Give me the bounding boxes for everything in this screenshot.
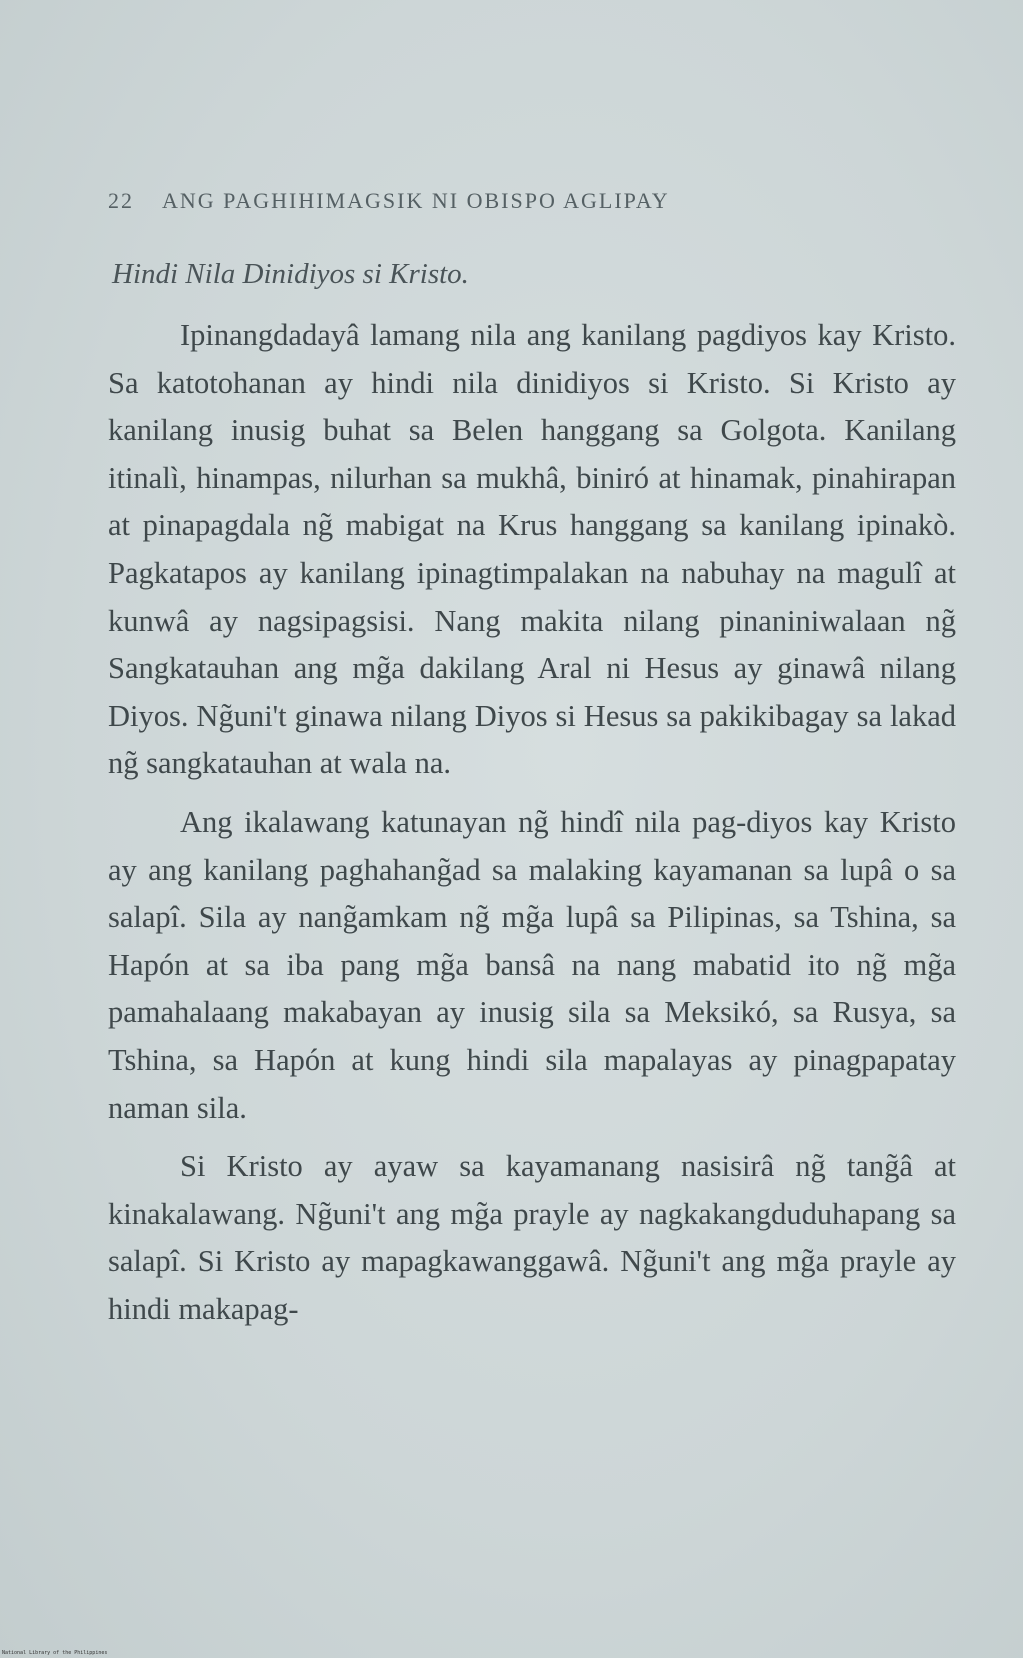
running-title: ANG PAGHIHIMAGSIK NI OBISPO AGLIPAY [162,188,670,213]
page-number: 22 [108,188,134,213]
paragraph-1: Ipinangdadayâ lamang nila ang kanilang pagdiyos kay Kristo. Sa katotohanan ay hindi nila dinidiyos si Kristo. Si Kristo ay kanilang inusig buhat sa Belen hanggang sa Golgota. Kanilang itinalì, hinampas, nilurhan sa mukhâ, biniró at hinamak, pinahirapan at pinapagdala ng̃ mabigat na Krus hanggang sa kanilang ipinakò. Pagkatapos ay kanilang ipinagtimpalakan na nabuhay na magulî at kunwâ ay nagsipagsisi. Nang makita nilang pinaniniwalaan ng̃ Sangkatauhan ang mg̃a dakilang Aral ni Hesus ay ginawâ nilang Diyos. Ng̃uni't ginawa nilang Diyos si Hesus sa pakikibagay sa lakad ng̃ sangkatauhan at wala na. [108,318,956,781]
running-header [108,188,988,214]
paragraph-3: Si Kristo ay ayaw sa kayamanang nasisirâ ng̃ tang̃â at kinakalawang. Ng̃uni't ang mg̃a prayle ay nagkakangduduhapang sa salapî. Si Kristo ay mapagkawanggawâ. Ng̃uni't ang mg̃a prayle ay hindi makapag- [108,1149,956,1326]
library-credit: National Library of the Philippines [2,1650,108,1656]
paragraph-2: Ang ikalawang katunayan ng̃ hindî nila pag-diyos kay Kristo ay ang kanilang paghahang̃ad sa malaking kayamanan sa lupâ o sa salapî. Sila ay nang̃amkam ng̃ mg̃a lupâ sa Pilipinas, sa Tshina, sa Hapón at sa iba pang mg̃a bansâ na nang mabatid ito ng̃ mg̃a pamahalaang makabayan ay inusig sila sa Meksikó, sa Rusya, sa Tshina, sa Hapón at kung hindi sila mapalayas ay pinagpapatay naman sila. [108,804,956,1125]
section-heading: Hindi Nila Dinidiyos si Kristo. [112,258,469,290]
body-text [108,312,956,1344]
